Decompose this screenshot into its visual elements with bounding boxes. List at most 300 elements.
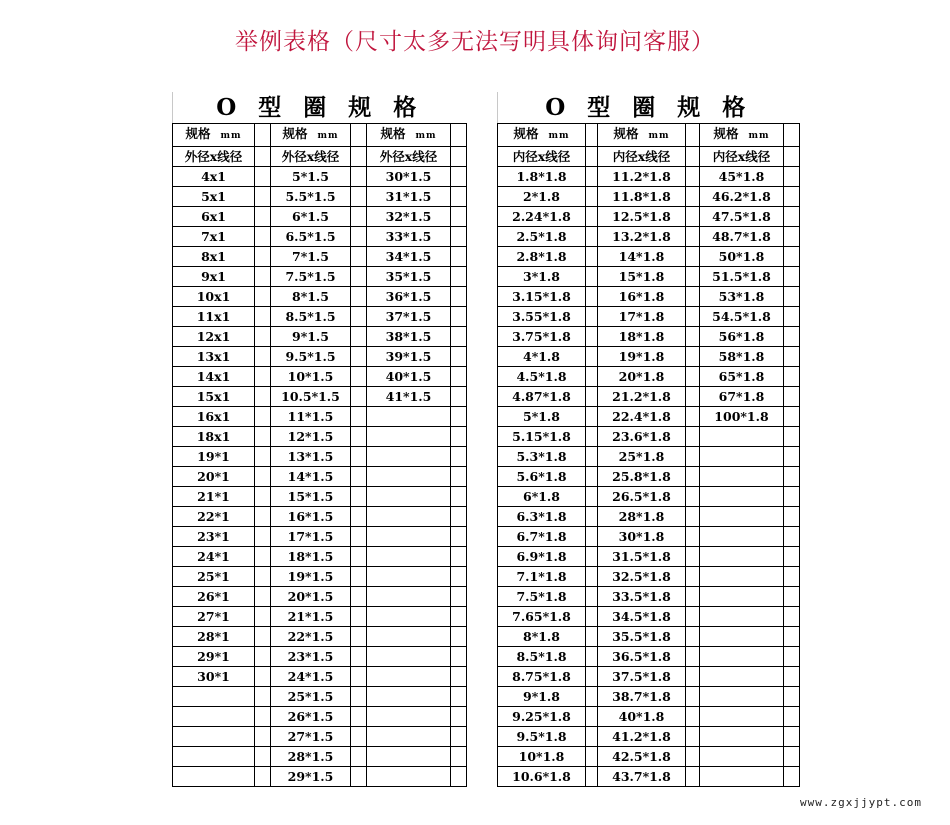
spec-cell — [700, 767, 784, 787]
spec-cell: 4*1.8 — [498, 347, 586, 367]
spacer-cell — [255, 287, 271, 307]
table-row — [498, 487, 800, 507]
spec-cell: 22*1 — [173, 507, 255, 527]
header-label: 规格 — [282, 126, 308, 141]
spacer-cell — [451, 387, 467, 407]
left-spec-table — [172, 92, 467, 787]
spec-cell: 8.75*1.8 — [498, 667, 586, 687]
spacer-cell — [451, 124, 467, 147]
right-title-row — [498, 92, 800, 124]
spacer-cell — [586, 307, 598, 327]
spacer-cell — [686, 367, 700, 387]
header-unit: mm — [648, 131, 670, 141]
spec-cell: 23.6*1.8 — [598, 427, 686, 447]
spacer-cell — [686, 427, 700, 447]
spec-cell: 11*1.5 — [271, 407, 351, 427]
spacer-cell — [451, 207, 467, 227]
spec-cell: 5x1 — [173, 187, 255, 207]
table-row — [173, 547, 467, 567]
spec-cell: 26*1 — [173, 587, 255, 607]
spacer-cell — [351, 687, 367, 707]
spec-cell — [700, 747, 784, 767]
spec-cell: 53*1.8 — [700, 287, 784, 307]
table-row — [498, 467, 800, 487]
table-row — [173, 367, 467, 387]
spec-cell: 10*1.5 — [271, 367, 351, 387]
spacer-cell — [784, 607, 800, 627]
spec-cell: 40*1.8 — [598, 707, 686, 727]
spec-cell: 2.24*1.8 — [498, 207, 586, 227]
spacer-cell — [255, 124, 271, 147]
spec-cell: 8x1 — [173, 247, 255, 267]
spec-cell: 5*1.8 — [498, 407, 586, 427]
spacer-cell — [586, 327, 598, 347]
spec-cell: 30*1.5 — [367, 167, 451, 187]
spec-cell — [700, 707, 784, 727]
spacer-cell — [586, 547, 598, 567]
spacer-cell — [686, 227, 700, 247]
spacer-cell — [255, 407, 271, 427]
header-label: 规格 — [713, 126, 739, 141]
spacer-cell — [586, 407, 598, 427]
table-row — [173, 347, 467, 367]
spacer-cell — [784, 427, 800, 447]
spec-cell: 56*1.8 — [700, 327, 784, 347]
right-header-cell — [598, 124, 686, 147]
spacer-cell — [784, 167, 800, 187]
spec-cell: 14x1 — [173, 367, 255, 387]
spacer-cell — [351, 767, 367, 787]
spacer-cell — [255, 427, 271, 447]
spacer-cell — [686, 467, 700, 487]
spec-cell: 11.2*1.8 — [598, 167, 686, 187]
spec-cell: 14*1.8 — [598, 247, 686, 267]
spacer-cell — [255, 387, 271, 407]
spec-cell: 2.8*1.8 — [498, 247, 586, 267]
table-row — [173, 707, 467, 727]
spec-cell: 23*1.5 — [271, 647, 351, 667]
spec-cell: 12.5*1.8 — [598, 207, 686, 227]
spacer-cell — [451, 447, 467, 467]
spec-cell: 12*1.5 — [271, 427, 351, 447]
spec-cell — [367, 707, 451, 727]
spacer-cell — [451, 187, 467, 207]
table-row — [173, 587, 467, 607]
spec-cell: 3*1.8 — [498, 267, 586, 287]
spec-cell: 10*1.8 — [498, 747, 586, 767]
spacer-cell — [784, 727, 800, 747]
spec-cell: 13x1 — [173, 347, 255, 367]
left-table-title: O 型 圈 规 格 — [173, 92, 467, 124]
spec-cell: 3.15*1.8 — [498, 287, 586, 307]
spacer-cell — [686, 247, 700, 267]
left-header-cell — [367, 124, 451, 147]
table-row — [173, 247, 467, 267]
header-label: 规格 — [185, 126, 211, 141]
table-row — [498, 727, 800, 747]
spec-cell — [700, 447, 784, 467]
spacer-cell — [451, 367, 467, 387]
spacer-cell — [784, 287, 800, 307]
spec-cell: 16x1 — [173, 407, 255, 427]
spacer-cell — [351, 507, 367, 527]
spacer-cell — [784, 147, 800, 167]
spec-cell: 8.5*1.8 — [498, 647, 586, 667]
spec-cell — [700, 507, 784, 527]
spacer-cell — [255, 227, 271, 247]
spec-cell: 54.5*1.8 — [700, 307, 784, 327]
spec-cell: 4.87*1.8 — [498, 387, 586, 407]
table-row — [498, 707, 800, 727]
spec-cell: 100*1.8 — [700, 407, 784, 427]
spacer-cell — [784, 187, 800, 207]
spec-cell — [367, 427, 451, 447]
spacer-cell — [686, 547, 700, 567]
right-spec-table — [497, 92, 800, 787]
spec-cell: 13.2*1.8 — [598, 227, 686, 247]
spec-cell: 41*1.5 — [367, 387, 451, 407]
spacer-cell — [586, 427, 598, 447]
spec-cell: 38*1.5 — [367, 327, 451, 347]
spec-cell — [173, 707, 255, 727]
spacer-cell — [784, 587, 800, 607]
spec-cell — [700, 427, 784, 447]
spacer-cell — [784, 747, 800, 767]
table-row — [173, 687, 467, 707]
spacer-cell — [351, 447, 367, 467]
spec-cell: 7.5*1.5 — [271, 267, 351, 287]
spec-cell: 42.5*1.8 — [598, 747, 686, 767]
spec-cell: 9.5*1.8 — [498, 727, 586, 747]
spacer-cell — [686, 567, 700, 587]
spacer-cell — [255, 347, 271, 367]
spec-cell: 6.5*1.5 — [271, 227, 351, 247]
spec-cell: 6*1.8 — [498, 487, 586, 507]
spacer-cell — [451, 467, 467, 487]
spacer-cell — [255, 167, 271, 187]
spec-cell — [367, 587, 451, 607]
left-table-body — [173, 92, 467, 787]
table-row — [498, 547, 800, 567]
spec-cell: 41.2*1.8 — [598, 727, 686, 747]
spec-cell: 47.5*1.8 — [700, 207, 784, 227]
spec-cell: 18*1.5 — [271, 547, 351, 567]
spacer-cell — [351, 667, 367, 687]
table-row — [173, 467, 467, 487]
spec-cell — [700, 667, 784, 687]
spacer-cell — [686, 267, 700, 287]
spec-cell: 20*1.5 — [271, 587, 351, 607]
spec-cell — [700, 467, 784, 487]
spec-cell: 46.2*1.8 — [700, 187, 784, 207]
spacer-cell — [351, 387, 367, 407]
table-row — [498, 607, 800, 627]
spec-cell: 34.5*1.8 — [598, 607, 686, 627]
spec-cell: 9*1.8 — [498, 687, 586, 707]
spec-cell — [367, 607, 451, 627]
spacer-cell — [784, 687, 800, 707]
spec-cell — [173, 687, 255, 707]
spec-cell: 36*1.5 — [367, 287, 451, 307]
spec-cell — [367, 547, 451, 567]
watermark: www.zgxjjypt.com — [800, 796, 922, 809]
spec-cell: 19*1.8 — [598, 347, 686, 367]
spacer-cell — [451, 287, 467, 307]
spec-cell: 10.6*1.8 — [498, 767, 586, 787]
spec-cell: 14*1.5 — [271, 467, 351, 487]
header-label: 规格 — [513, 126, 539, 141]
spec-cell: 17*1.5 — [271, 527, 351, 547]
spacer-cell — [784, 267, 800, 287]
spacer-cell — [686, 287, 700, 307]
spacer-cell — [586, 247, 598, 267]
spacer-cell — [451, 487, 467, 507]
spec-cell — [367, 667, 451, 687]
table-row — [498, 247, 800, 267]
spacer-cell — [351, 307, 367, 327]
spacer-cell — [255, 487, 271, 507]
spacer-cell — [586, 207, 598, 227]
spec-cell: 16*1.8 — [598, 287, 686, 307]
table-row — [173, 507, 467, 527]
spec-cell: 5.5*1.5 — [271, 187, 351, 207]
spec-cell: 10x1 — [173, 287, 255, 307]
spec-cell: 5.3*1.8 — [498, 447, 586, 467]
spec-cell — [367, 727, 451, 747]
spec-cell — [367, 467, 451, 487]
spacer-cell — [586, 267, 598, 287]
spacer-cell — [784, 307, 800, 327]
spec-cell: 25.8*1.8 — [598, 467, 686, 487]
spacer-cell — [686, 607, 700, 627]
table-row — [498, 287, 800, 307]
spec-cell: 3.55*1.8 — [498, 307, 586, 327]
spacer-cell — [451, 607, 467, 627]
left-column-header: 外径x线径 — [271, 147, 351, 167]
spacer-cell — [351, 707, 367, 727]
spec-cell: 25*1.8 — [598, 447, 686, 467]
spec-cell: 28*1 — [173, 627, 255, 647]
spec-cell: 20*1 — [173, 467, 255, 487]
spec-cell: 7.65*1.8 — [498, 607, 586, 627]
spacer-cell — [255, 187, 271, 207]
spec-cell: 5.15*1.8 — [498, 427, 586, 447]
right-table-title: O 型 圈 规 格 — [498, 92, 800, 124]
spacer-cell — [686, 347, 700, 367]
left-column-header: 外径x线径 — [367, 147, 451, 167]
spacer-cell — [784, 507, 800, 527]
spec-cell — [700, 647, 784, 667]
spec-cell: 5.6*1.8 — [498, 467, 586, 487]
spacer-cell — [586, 707, 598, 727]
spacer-cell — [686, 487, 700, 507]
spec-cell: 27*1 — [173, 607, 255, 627]
spec-cell — [700, 567, 784, 587]
spec-cell: 34*1.5 — [367, 247, 451, 267]
spec-cell: 39*1.5 — [367, 347, 451, 367]
spacer-cell — [784, 767, 800, 787]
table-row — [173, 267, 467, 287]
spacer-cell — [784, 707, 800, 727]
spec-cell: 6*1.5 — [271, 207, 351, 227]
spec-cell: 21*1 — [173, 487, 255, 507]
spec-cell: 20*1.8 — [598, 367, 686, 387]
table-row — [498, 667, 800, 687]
spacer-cell — [451, 567, 467, 587]
spacer-cell — [255, 367, 271, 387]
header-unit: mm — [220, 131, 242, 141]
spec-cell: 35.5*1.8 — [598, 627, 686, 647]
spacer-cell — [586, 627, 598, 647]
table-row — [498, 167, 800, 187]
table-row — [173, 307, 467, 327]
spacer-cell — [351, 367, 367, 387]
spec-cell: 18x1 — [173, 427, 255, 447]
table-row — [498, 507, 800, 527]
spec-cell — [173, 727, 255, 747]
spacer-cell — [784, 547, 800, 567]
table-row — [173, 567, 467, 587]
spacer-cell — [784, 207, 800, 227]
spec-cell: 31*1.5 — [367, 187, 451, 207]
table-row — [173, 667, 467, 687]
spec-cell: 18*1.8 — [598, 327, 686, 347]
spacer-cell — [784, 667, 800, 687]
spec-cell: 22*1.5 — [271, 627, 351, 647]
spacer-cell — [255, 687, 271, 707]
spacer-cell — [586, 347, 598, 367]
spacer-cell — [255, 607, 271, 627]
left-title-row — [173, 92, 467, 124]
table-row — [498, 367, 800, 387]
spacer-cell — [686, 507, 700, 527]
spec-cell: 16*1.5 — [271, 507, 351, 527]
table-row — [498, 187, 800, 207]
spacer-cell — [451, 707, 467, 727]
spacer-cell — [451, 227, 467, 247]
spacer-cell — [351, 587, 367, 607]
spacer-cell — [255, 567, 271, 587]
spacer-cell — [255, 547, 271, 567]
spec-cell: 9.25*1.8 — [498, 707, 586, 727]
spec-cell: 37*1.5 — [367, 307, 451, 327]
spacer-cell — [784, 467, 800, 487]
spec-cell: 6x1 — [173, 207, 255, 227]
spec-cell: 24*1.5 — [271, 667, 351, 687]
spec-cell — [367, 747, 451, 767]
spacer-cell — [686, 747, 700, 767]
spec-cell: 15*1.5 — [271, 487, 351, 507]
spacer-cell — [255, 447, 271, 467]
spacer-cell — [255, 767, 271, 787]
spacer-cell — [686, 147, 700, 167]
spacer-cell — [451, 667, 467, 687]
spacer-cell — [351, 567, 367, 587]
spacer-cell — [255, 147, 271, 167]
spacer-cell — [351, 727, 367, 747]
table-row — [498, 567, 800, 587]
spacer-cell — [586, 467, 598, 487]
header-label: 规格 — [380, 126, 406, 141]
spec-cell: 21.2*1.8 — [598, 387, 686, 407]
spacer-cell — [686, 167, 700, 187]
table-row — [498, 767, 800, 787]
spacer-cell — [784, 527, 800, 547]
table-row — [498, 347, 800, 367]
table-row — [173, 487, 467, 507]
spec-cell: 11x1 — [173, 307, 255, 327]
spec-cell: 32*1.5 — [367, 207, 451, 227]
spacer-cell — [784, 247, 800, 267]
spec-cell: 51.5*1.8 — [700, 267, 784, 287]
spec-cell — [367, 407, 451, 427]
left-subheader-row — [173, 147, 467, 167]
table-row — [498, 207, 800, 227]
spec-cell: 28*1.5 — [271, 747, 351, 767]
spec-cell — [700, 607, 784, 627]
spacer-cell — [255, 247, 271, 267]
spacer-cell — [586, 607, 598, 627]
table-row — [173, 727, 467, 747]
spec-cell: 2.5*1.8 — [498, 227, 586, 247]
spec-cell: 8*1.5 — [271, 287, 351, 307]
spacer-cell — [451, 347, 467, 367]
spacer-cell — [451, 427, 467, 447]
table-row — [173, 747, 467, 767]
spec-cell: 26.5*1.8 — [598, 487, 686, 507]
left-header-cell — [173, 124, 255, 147]
right-header-cell — [700, 124, 784, 147]
spec-cell: 4.5*1.8 — [498, 367, 586, 387]
spacer-cell — [451, 647, 467, 667]
spec-cell: 7.5*1.8 — [498, 587, 586, 607]
spacer-cell — [686, 687, 700, 707]
spec-cell — [700, 727, 784, 747]
spacer-cell — [451, 167, 467, 187]
spec-cell — [367, 647, 451, 667]
spacer-cell — [351, 124, 367, 147]
spacer-cell — [451, 507, 467, 527]
spacer-cell — [686, 447, 700, 467]
spacer-cell — [451, 627, 467, 647]
spec-cell: 65*1.8 — [700, 367, 784, 387]
spec-cell: 5*1.5 — [271, 167, 351, 187]
spacer-cell — [686, 647, 700, 667]
spacer-cell — [351, 547, 367, 567]
table-row — [173, 207, 467, 227]
table-row — [173, 527, 467, 547]
spacer-cell — [351, 487, 367, 507]
spacer-cell — [351, 187, 367, 207]
spacer-cell — [686, 207, 700, 227]
spec-cell: 7.1*1.8 — [498, 567, 586, 587]
spec-cell: 19*1.5 — [271, 567, 351, 587]
spacer-cell — [351, 287, 367, 307]
spec-cell: 30*1 — [173, 667, 255, 687]
spacer-cell — [586, 587, 598, 607]
spacer-cell — [255, 667, 271, 687]
spacer-cell — [351, 467, 367, 487]
spacer-cell — [586, 667, 598, 687]
spec-cell: 4x1 — [173, 167, 255, 187]
table-row — [498, 407, 800, 427]
spec-cell — [367, 567, 451, 587]
header-label: 规格 — [613, 126, 639, 141]
right-column-header: 内径x线径 — [700, 147, 784, 167]
spacer-cell — [784, 567, 800, 587]
spec-cell — [700, 487, 784, 507]
spacer-cell — [255, 527, 271, 547]
